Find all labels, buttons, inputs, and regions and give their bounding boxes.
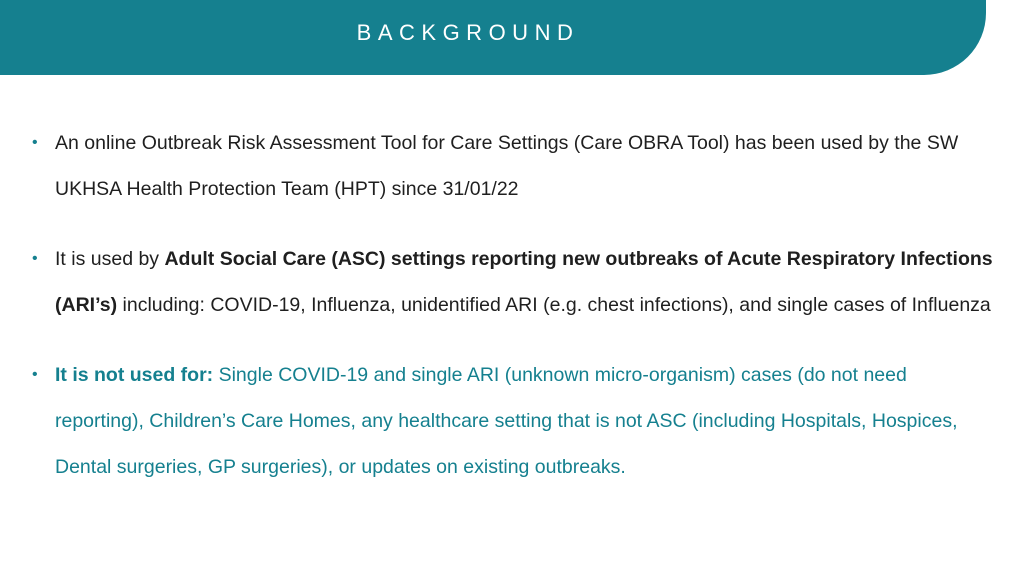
bullet-text-emphasis: Adult Social Care (ASC) settings reporting new outbreaks of Acute Respiratory Infections (ARI’s): [55, 248, 993, 316]
bullet-icon: •: [32, 134, 38, 151]
bullet-item-exclusions: [30, 352, 1000, 490]
bullet-icon: •: [32, 366, 38, 383]
bullet-text-prefix: It is used by: [55, 248, 165, 270]
bullet-text-suffix: including: COVID-19, Influenza, unidentified ARI (e.g. chest infections), and single cases of Influenza: [117, 294, 991, 316]
bullet-list: [30, 120, 1000, 514]
header-banner: [0, 0, 986, 75]
bullet-icon: •: [32, 250, 38, 267]
bullet-item-tool-description: [30, 120, 1000, 212]
bullet-text-emphasis: It is not used for:: [55, 364, 214, 386]
slide-title: BACKGROUND: [356, 20, 580, 45]
bullet-item-usage: [30, 236, 1000, 328]
bullet-text: An online Outbreak Risk Assessment Tool for Care Settings (Care OBRA Tool) has been used by the SW UKHSA Health Protection Team (HPT) since 31/01/22: [55, 132, 959, 200]
bullet-text-suffix: Single COVID-19 and single ARI (unknown micro-organism) cases (do not need reporting), Children’s Care Homes, any healthcare setting that is not ASC (including Hospitals, Hospices, Dental surgeries, GP surgeries), or updates on existing outbreaks.: [55, 364, 958, 478]
